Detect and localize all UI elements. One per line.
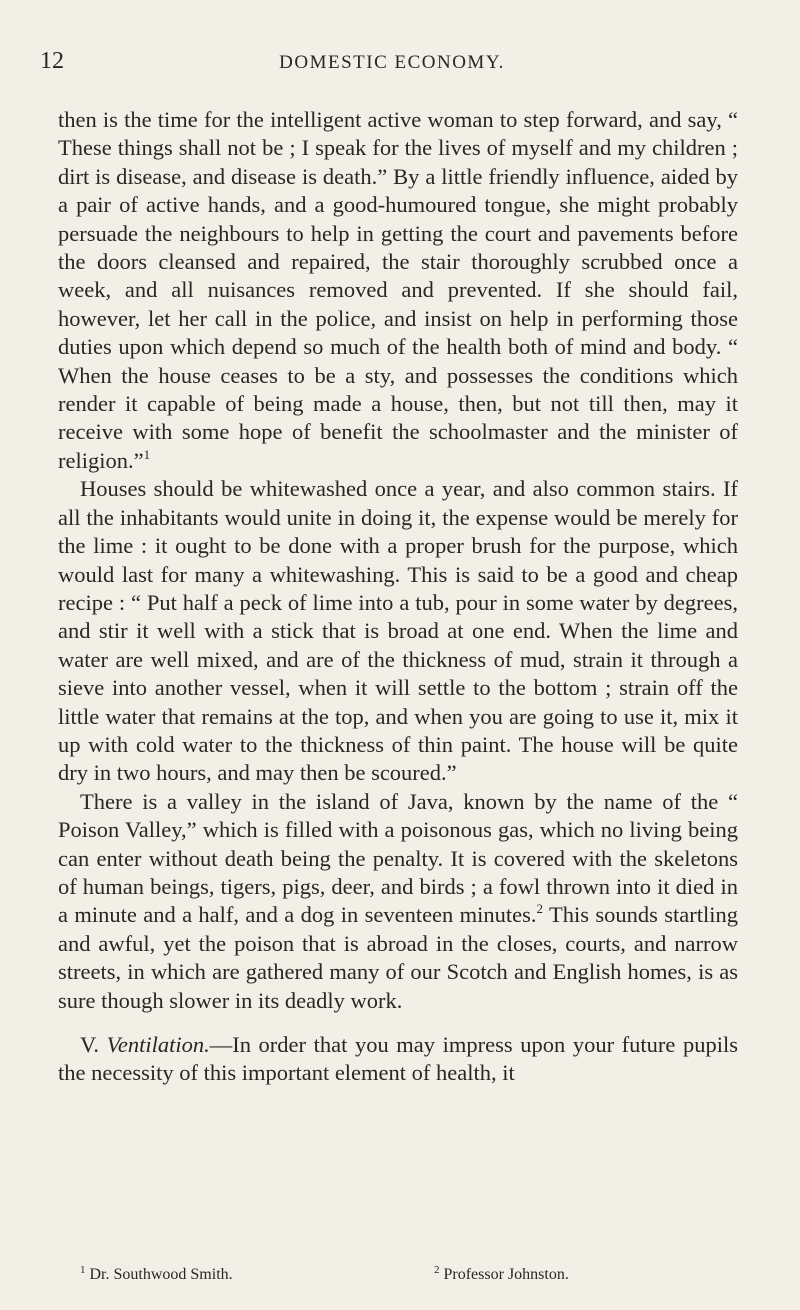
- section-heading: Ventilation.: [106, 1032, 210, 1057]
- body-text: [58, 106, 738, 1088]
- page-number: 12: [40, 48, 64, 74]
- footnote-ref: 1: [143, 446, 151, 462]
- footnote-mark: 1: [80, 1264, 86, 1276]
- footnote-1: [80, 1266, 233, 1284]
- paragraph-text: Houses should be whitewashed once a year, and also common stairs. If all the inhabitants would unite in doing it, the expense would be merely for the lime : it ought to be done with a proper brush for the purpose, which would last for many a whitewashing. This is said to be a good and cheap recipe : “ Put half a peck of lime into a tub, pour in some water by degrees, and stir it well with a stick that is broad at one end. When the lime and water are well mixed, and are of the thickness of mud, strain it through a sieve into another vessel, when it will settle to the bottom ; strain off the little water that remains at the top, and when you are going to use it, mix it up with cold water to the thickness of thin paint. The house will be quite dry in two hours, and may then be scoured.”: [58, 476, 738, 786]
- paragraph-text: There is a valley in the island of Java, known by the name of the “ Poison Valley,” which is filled with a poisonous gas, which no living being can enter without death being the penalty. It is covered with the skeletons of human beings, tigers, pigs, deer, and birds ; a fowl thrown into it died in a minute and a half, and a dog in seventeen minutes.: [58, 788, 738, 928]
- footnote-text: Dr. Southwood Smith.: [89, 1266, 233, 1283]
- footnote-ref: 2: [536, 901, 544, 917]
- section-ventilation: [58, 1031, 738, 1088]
- paragraph-text: then is the time for the intelligent active woman to step forward, and say, “ These things shall not be ; I speak for the lives of myself and my children ; dirt is disease, and disease is death.” By a little friendly influence, aided by a pair of active hands, and a good-humoured tongue, she might probably persuade the neighbours to help in getting the court and pavements before the doors cleansed and repaired, the stair thoroughly scrubbed once a week, and all nuisances removed and prevented. If she should fail, however, let her call in the police, and insist on help in performing those duties upon which depend so much of the health both of mind and body. “ When the house ceases to be a sty, and possesses the conditions which render it capable of being made a house, then, but not till then, may it receive with some hope of benefit the schoolmaster and the minister of religion.”: [58, 107, 738, 473]
- footnote-2: [434, 1266, 569, 1284]
- paragraph-text: This sounds startling and awful, yet the poison that is abroad in the closes, courts, and narrow streets, in which are gathered many of our Scotch and English homes, is as sure though slower in its deadly work.: [58, 902, 738, 1013]
- footnote-text: Professor Johnston.: [443, 1266, 569, 1283]
- paragraph-text: —In order that you may impress upon your future pupils the necessity of this important element of health, it: [58, 1032, 739, 1086]
- paragraph-poison-valley: [58, 788, 738, 1015]
- section-numeral: V.: [80, 1032, 99, 1057]
- page-header: [40, 48, 744, 82]
- running-head: DOMESTIC ECONOMY.: [279, 52, 505, 73]
- paragraph-whitewash: [58, 475, 738, 787]
- paragraph-continuation: [58, 106, 738, 475]
- footnote-mark: 2: [434, 1264, 440, 1276]
